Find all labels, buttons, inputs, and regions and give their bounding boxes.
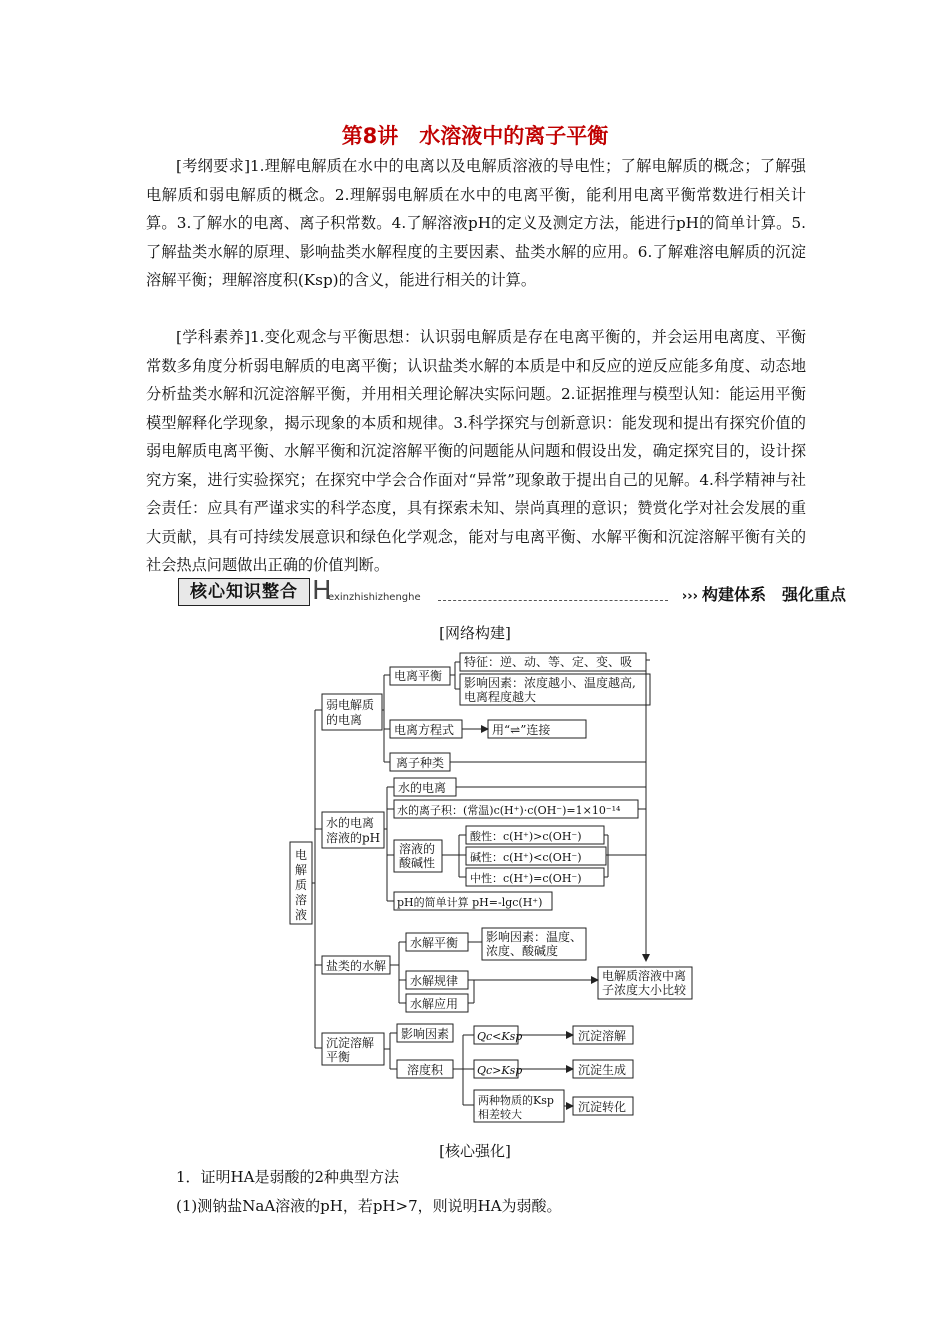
root-char-3: 质 [294, 878, 308, 892]
water-ionization-label: 水的电离 [398, 781, 447, 795]
exam-requirements: [考纲要求]1.理解电解质在水中的电离以及电解质溶液的导电性；了解电解质的概念；了解强电解质和弱电解质的概念。2.理解弱电解质在水中的电离平衡，能利用电离平衡常数进行相关计算。3.了解水的电离、离子积常数。4.了解溶液pH的定义及测定方法，能进行pH的简单计算。5.了解盐类水解的原理、影响盐类水解程度的主要因素、盐类水解的应用。6.了解难溶电解质的沉淀溶解平衡；理解溶度积(Ksp)的含义，能进行相关的计算。 [146, 157, 806, 289]
equation-label: 电离方程式 [394, 723, 455, 737]
hydrolysis-app-label: 水解应用 [410, 997, 459, 1011]
root-char-4: 溶 [294, 893, 308, 907]
banner-initial: H [312, 576, 332, 606]
form-label: 沉淀生成 [578, 1063, 627, 1077]
equation-rule: 用“⇌”连接 [492, 723, 551, 737]
ion-product-label: 水的离子积：(常温)c(H⁺)·c(OH⁻)=1×10⁻¹⁴ [397, 804, 621, 817]
compare-line-1: 电解质溶液中离 [602, 969, 687, 983]
network-heading: [网络构建] [439, 624, 511, 642]
factors3-label: 影响因素 [401, 1027, 450, 1041]
ion-types-label: 离子种类 [396, 756, 445, 770]
banner-divider [438, 600, 668, 601]
base-label: 碱性：c(H⁺)<c(OH⁻) [470, 851, 582, 864]
root-char-5: 液 [294, 908, 308, 922]
water-label-1: 水的电离 [326, 816, 375, 830]
page-title: 第8讲 水溶液中的离子平衡 [341, 124, 609, 148]
core-heading: [核心强化] [439, 1142, 511, 1160]
banner-slogan [682, 582, 846, 605]
factors2-line-2: 浓度、酸碱度 [486, 944, 559, 958]
root-char-2: 解 [294, 863, 308, 877]
point-1-1: (1)测钠盐NaA溶液的pH，若pH>7，则说明HA为弱酸。 [176, 1197, 562, 1215]
ionization-balance-label: 电离平衡 [394, 669, 443, 683]
water-label-2: 溶液的pH [326, 831, 381, 845]
weak-electrolyte-label-2: 的电离 [326, 713, 363, 727]
neutral-label: 中性：c(H⁺)=c(OH⁻) [470, 872, 582, 885]
two-substances-line-2: 相差较大 [478, 1108, 522, 1121]
convert-label: 沉淀转化 [578, 1100, 627, 1114]
q-more-label: Qc>Ksp [477, 1064, 523, 1077]
hydrolysis-balance-label: 水解平衡 [410, 936, 459, 950]
point-1: 1．证明HA是弱酸的2种典型方法 [176, 1168, 400, 1186]
factors1-line-1: 影响因素：浓度越小、温度越高, [464, 676, 636, 690]
compare-line-2: 子浓度大小比较 [602, 983, 687, 997]
factors1-line-2: 电离程度越大 [464, 690, 537, 704]
salt-hydrolysis-label: 盐类的水解 [326, 959, 387, 973]
q-less-label: Qc<Ksp [477, 1030, 523, 1043]
chevrons-icon: ››› [681, 589, 698, 604]
acidity-label-2: 酸碱性 [399, 856, 436, 870]
factors2-line-1: 影响因素：温度、 [486, 930, 583, 944]
ph-calc-label: pH的简单计算 pH=-lgc(H⁺) [397, 896, 543, 909]
ksp-label: 溶度积 [407, 1063, 444, 1077]
dissolve-label: 沉淀溶解 [578, 1029, 627, 1043]
root-char-1: 电 [294, 848, 308, 862]
concept-map [0, 645, 950, 1145]
two-substances-line-1: 两种物质的Ksp [478, 1094, 554, 1107]
hydrolysis-rule-label: 水解规律 [410, 974, 459, 988]
banner-pinyin: exinzhishizhenghe [328, 592, 421, 603]
weak-electrolyte-label-1: 弱电解质 [326, 698, 375, 712]
features-label: 特征：逆、动、等、定、变、吸 [464, 655, 633, 669]
banner-slogan-text: 构建体系 强化重点 [701, 585, 846, 604]
acidity-label-1: 溶液的 [399, 842, 436, 856]
precip-label-2: 平衡 [326, 1050, 351, 1064]
acid-label: 酸性：c(H⁺)>c(OH⁻) [470, 830, 582, 843]
precip-label-1: 沉淀溶解 [326, 1036, 375, 1050]
section-banner [178, 578, 846, 608]
subject-literacy: [学科素养]1.变化观念与平衡思想：认识弱电解质是存在电离平衡的，并会运用电离度、平衡常数多角度分析弱电解质的电离平衡；认识盐类水解的本质是中和反应的逆反应能多角度、动态地分析盐类水解和沉淀溶解平衡，并用相关理论解决实际问题。2.证据推理与模型认知：能运用平衡模型解释化学现象，揭示现象的本质和规律。3.科学探究与创新意识：能发现和提出有探究价值的弱电解质电离平衡、水解平衡和沉淀溶解平衡的问题能从问题和假设出发，确定探究目的，设计探究方案，进行实验探究；在探究中学会合作面对“异常”现象敢于提出自己的见解。4.科学精神与社会责任：应具有严谨求实的科学态度，具有探索未知、崇尚真理的意识；赞赏化学对社会发展的重大贡献，具有可持续发展意识和绿色化学观念，能对与电离平衡、水解平衡和沉淀溶解平衡有关的社会热点问题做出正确的价值判断。 [146, 328, 806, 574]
banner-label: 核心知识整合 [178, 578, 310, 606]
